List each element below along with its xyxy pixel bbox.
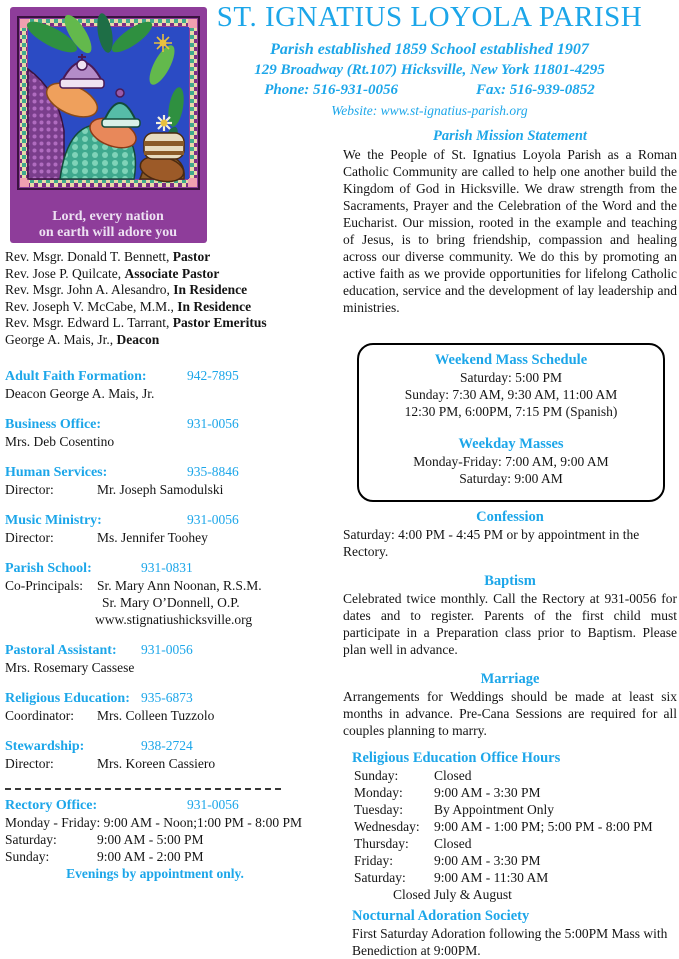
hours-day: Thursday: (354, 836, 409, 851)
hours-value: 9:00 AM - 5:00 PM (97, 832, 204, 847)
right-column (343, 128, 677, 959)
artwork-caption-line1: Lord, every nation (52, 209, 164, 224)
dept-music-ministry (5, 511, 339, 546)
clergy-name: George A. Mais, Jr., (5, 331, 117, 347)
clergy-role: Pastor (172, 249, 211, 264)
confession-body: Saturday: 4:00 PM - 4:45 PM or by appointment in the Rectory. (343, 527, 640, 559)
mission-body: We the People of St. Ignatius Loyola Parish as a Roman Catholic Community are called to help one another build the Kingdom of God in Hicksville. We draw strength from the Sacraments, Prayer and the Celebration of the Word and the Eucharist. Our mission, rooted in the example and teaching of Jesus, is to bring friendship, compassion and healing across our diverse community. We do this by promoting an active faith as we provide opportunities for lifelong Catholic education, service and the development of lay leadership and ministries. (343, 147, 677, 315)
dept-name: Rectory Office: (5, 798, 98, 813)
religious-ed-office-hours (343, 750, 677, 903)
dept-phone: 931-0056 (187, 416, 239, 431)
clergy-name: Rev. Msgr. John A. Alesandro, (5, 282, 174, 297)
dept-contact: Sr. Mary O’Donnell, O.P. (102, 595, 240, 610)
epiphany-illustration (10, 7, 207, 243)
dept-name: Music Ministry: (5, 513, 102, 528)
dept-name: Adult Faith Formation: (5, 369, 147, 384)
dept-name: Business Office: (5, 417, 102, 432)
contact-role: Co-Principals: (5, 578, 83, 593)
hours-value: 9:00 AM - 1:00 PM; 5:00 PM - 8:00 PM (434, 819, 653, 834)
mass-time-line: 12:30 PM, 6:00PM, 7:15 PM (Spanish) (404, 404, 618, 419)
dept-phone: 938-2724 (141, 738, 193, 753)
contact-role: Coordinator: (5, 708, 74, 723)
dept-phone: 931-0831 (141, 560, 193, 575)
phone-fax-line (182, 82, 677, 99)
dept-human-services (5, 463, 339, 498)
mass-time-line: Monday-Friday: 7:00 AM, 9:00 AM (413, 454, 609, 469)
confession-section (343, 509, 677, 560)
website-link[interactable]: Website: www.st-ignatius-parish.org (331, 103, 528, 118)
parish-title: ST. IGNATIUS LOYOLA PARISH (216, 1, 643, 33)
nocturnal-adoration-section (343, 908, 677, 959)
hours-day: Sunday: (5, 849, 50, 864)
dept-contact (5, 529, 339, 546)
clergy-role: Associate Pastor (124, 265, 220, 281)
hours-value: Closed (434, 768, 472, 783)
dashed-separator (5, 779, 281, 790)
office-hours-row (343, 767, 677, 784)
contact-name: Mr. Joseph Samodulski (97, 482, 224, 497)
dept-name: Parish School: (5, 561, 92, 576)
contact-role: Director: (5, 482, 54, 497)
clergy-member (5, 332, 339, 349)
clergy-name: Rev. Jose P. Quilcate, (5, 265, 125, 281)
dept-contact (5, 577, 339, 594)
dept-contact (5, 481, 339, 498)
contact-role: Director: (5, 756, 54, 771)
parish-masthead (182, 1, 677, 119)
mass-time-line: Sunday: 7:30 AM, 9:30 AM, 11:00 AM (404, 387, 618, 402)
clergy-role: In Residence (177, 298, 252, 314)
school-website-link[interactable]: www.stignatiushicksville.org (95, 612, 253, 627)
dept-rectory-office (5, 796, 339, 883)
hours-day: Saturday: (5, 832, 57, 847)
contact-name: Sr. Mary Ann Noonan, R.S.M. (97, 578, 262, 593)
contact-name: Ms. Jennifer Toohey (97, 530, 208, 545)
artwork-caption-line2: on earth will adore you (38, 225, 178, 240)
dept-contact (5, 707, 339, 724)
established-line: Parish established 1859 School established 1907 (270, 41, 589, 58)
hours-value: 9:00 AM - 3:30 PM (434, 853, 541, 868)
clergy-member (5, 266, 339, 283)
dept-contact (5, 755, 339, 772)
hours-value: Closed (434, 836, 472, 851)
weekday-mass-title: Weekday Masses (458, 436, 564, 452)
contact-name: Mrs. Colleen Tuzzolo (97, 708, 215, 723)
dept-business-office (5, 415, 339, 450)
mass-time-line: Saturday: 5:00 PM (459, 370, 562, 385)
clergy-name: Rev. Msgr. Donald T. Bennett, (5, 249, 173, 264)
mission-statement (343, 128, 677, 316)
office-hours-row (343, 835, 677, 852)
hours-day: Tuesday: (354, 802, 404, 817)
dept-name: Religious Education: (5, 691, 130, 706)
dept-phone: 931-0056 (187, 512, 239, 527)
clergy-role: Pastor Emeritus (172, 315, 267, 330)
dept-pastoral-assistant (5, 641, 339, 676)
dept-phone: 935-6873 (141, 690, 193, 705)
nocturnal-title: Nocturnal Adoration Society (352, 908, 530, 924)
marriage-title: Marriage (480, 671, 540, 687)
clergy-name: Rev. Joseph V. McCabe, M.M., (5, 298, 178, 314)
clergy-name: Rev. Msgr. Edward L. Tarrant, (5, 315, 173, 330)
epiphany-artwork (10, 7, 207, 243)
dept-phone: 935-8846 (187, 464, 239, 479)
phone-number: Phone: 516-931-0056 (264, 82, 398, 98)
marriage-section (343, 671, 677, 739)
dept-phone: 931-0056 (187, 797, 239, 812)
clergy-member (5, 299, 339, 316)
dept-contact: Mrs. Deb Cosentino (5, 434, 115, 449)
dept-adult-faith-formation (5, 367, 339, 402)
office-hours-row (343, 784, 677, 801)
office-hours-note: Closed July & August (393, 887, 512, 902)
hours-day: Wednesday: (354, 819, 420, 834)
dept-phone: 931-0056 (141, 642, 193, 657)
baptism-section (343, 573, 677, 658)
office-hours-title: Religious Education Office Hours (352, 750, 561, 766)
dept-name: Human Services: (5, 465, 108, 480)
mass-time-line: Saturday: 9:00 AM (459, 471, 563, 486)
clergy-role: In Residence (173, 282, 248, 297)
dept-contact: Deacon George A. Mais, Jr. (5, 386, 155, 401)
baptism-title: Baptism (484, 573, 536, 589)
nocturnal-body: First Saturday Adoration following the 5:00PM Mass with Benediction at 9:00PM. (352, 926, 668, 958)
evenings-note: Evenings by appointment only. (66, 866, 244, 881)
hours-value: 9:00 AM - 3:30 PM (434, 785, 541, 800)
marriage-body: Arrangements for Weddings should be made at least six months in advance. Pre-Cana Sessions are required for all couples planning to marry. (343, 689, 677, 738)
rectory-hours-row (5, 848, 339, 865)
rectory-hours-row: Monday - Friday: 9:00 AM - Noon;1:00 PM - 8:00 PM (5, 815, 303, 830)
hours-day: Monday: (354, 785, 403, 800)
rectory-hours-row (5, 831, 339, 848)
hours-value: 9:00 AM - 2:00 PM (97, 849, 204, 864)
dept-stewardship (5, 737, 339, 772)
contact-role: Director: (5, 530, 54, 545)
hours-day: Sunday: (354, 768, 399, 783)
office-hours-row (343, 869, 677, 886)
clergy-role: Deacon (116, 331, 160, 347)
left-column (5, 249, 339, 883)
dept-parish-school (5, 559, 339, 628)
confession-title: Confession (476, 509, 544, 525)
dept-contact: Mrs. Rosemary Cassese (5, 660, 135, 675)
mission-title: Parish Mission Statement (433, 128, 587, 144)
baptism-body: Celebrated twice monthly. Call the Rectory at 931-0056 for dates and to register. Parents of the first child must participate in a Preparation class prior to Baptism. Please plan well in advance. (343, 591, 677, 657)
clergy-member (5, 249, 339, 266)
clergy-list (5, 249, 339, 348)
dept-phone: 942-7895 (187, 368, 239, 383)
hours-day: Friday: (354, 853, 393, 868)
hours-value: By Appointment Only (434, 802, 555, 817)
fax-number: Fax: 516-939-0852 (476, 82, 595, 98)
weekend-mass-title: Weekend Mass Schedule (434, 352, 588, 368)
hours-value: 9:00 AM - 11:30 AM (434, 870, 549, 885)
dept-name: Pastoral Assistant: (5, 643, 117, 658)
office-hours-row (343, 852, 677, 869)
dept-religious-education (5, 689, 339, 724)
hours-day: Saturday: (354, 870, 406, 885)
address-line: 129 Broadway (Rt.107) Hicksville, New York 11801-4295 (254, 62, 605, 78)
clergy-member (5, 315, 339, 332)
office-hours-row (343, 801, 677, 818)
mass-schedule-box (357, 343, 665, 502)
office-hours-row (343, 818, 677, 835)
clergy-member (5, 282, 339, 299)
contact-name: Mrs. Koreen Cassiero (97, 756, 216, 771)
dept-name: Stewardship: (5, 739, 85, 754)
